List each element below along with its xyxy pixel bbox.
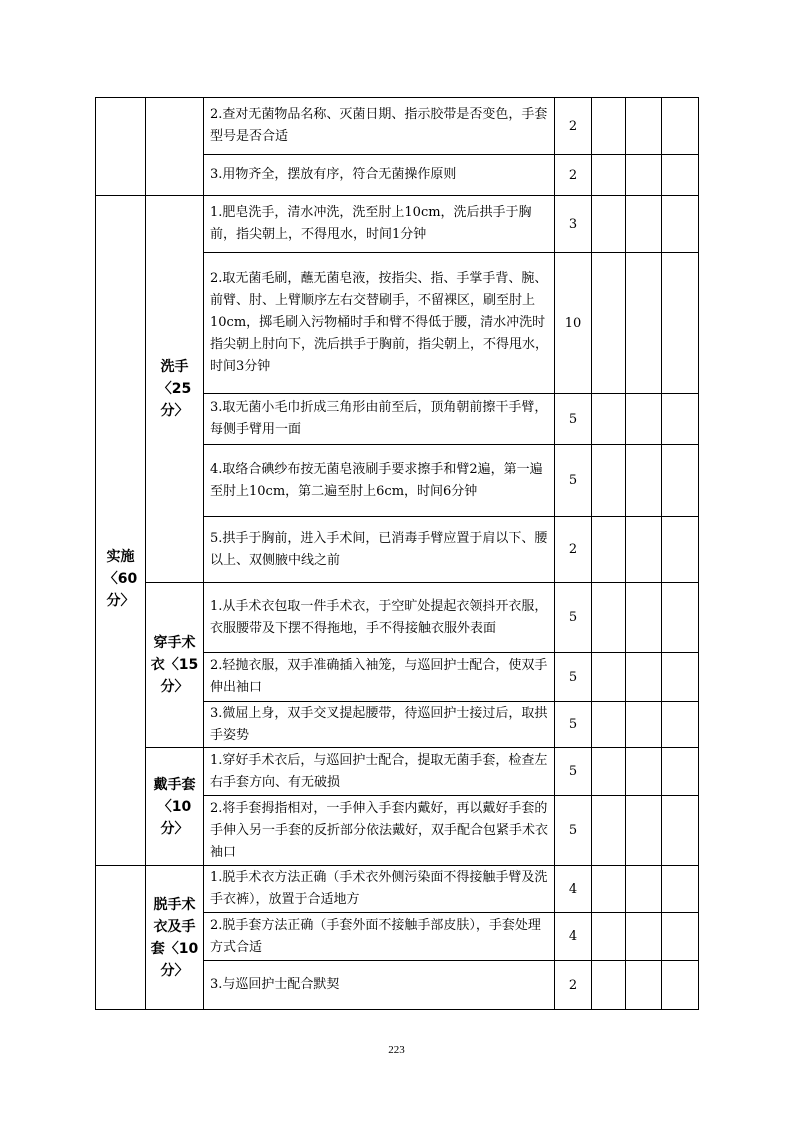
item-content: 3.微屈上身，双手交叉提起腰带，待巡回护士接过后，取拱手姿势	[204, 702, 555, 748]
scoring-table	[95, 97, 699, 1010]
blank-cell	[592, 253, 626, 394]
subsection-cell	[146, 748, 204, 866]
blank-cell	[662, 866, 699, 913]
blank-cell	[662, 748, 699, 796]
item-score: 5	[555, 653, 592, 702]
blank-cell	[662, 913, 699, 961]
blank-cell	[592, 196, 626, 253]
item-content: 1.穿好手术衣后，与巡回护士配合，提取无菌手套，检查左右手套方向、有无破损	[204, 748, 555, 796]
blank-cell	[662, 653, 699, 702]
blank-cell	[626, 796, 662, 866]
blank-cell	[626, 961, 662, 1010]
blank-cell	[662, 517, 699, 583]
item-score: 5	[555, 394, 592, 445]
item-score: 5	[555, 748, 592, 796]
item-content: 4.取络合碘纱布按无菌皂液刷手要求擦手和臂2遍，第一遍至肘上10cm，第二遍至肘上6cm，时间6分钟	[204, 445, 555, 517]
table-row	[96, 866, 699, 913]
subsection-label: 洗手〈25分〉	[157, 359, 192, 419]
blank-cell	[662, 253, 699, 394]
blank-cell	[592, 866, 626, 913]
subsection-cell	[146, 583, 204, 748]
blank-cell	[592, 796, 626, 866]
blank-cell	[626, 748, 662, 796]
item-score: 2	[555, 961, 592, 1010]
blank-cell	[626, 253, 662, 394]
table-row	[96, 98, 699, 155]
blank-cell	[662, 445, 699, 517]
item-content: 3.用物齐全，摆放有序，符合无菌操作原则	[204, 155, 555, 196]
section-cell	[96, 196, 146, 866]
blank-cell	[626, 866, 662, 913]
subsection-label: 戴手套〈10分〉	[153, 776, 196, 837]
subsection-label: 穿手术衣〈15分〉	[150, 635, 199, 695]
item-content: 1.从手术衣包取一件手术衣，于空旷处提起衣领抖开衣服，衣服腰带及下摆不得拖地，手不得接触衣服外表面	[204, 583, 555, 653]
blank-cell	[592, 913, 626, 961]
section-cell	[96, 866, 146, 1010]
blank-cell	[592, 445, 626, 517]
blank-cell	[592, 155, 626, 196]
item-content: 3.与巡回护士配合默契	[204, 961, 555, 1010]
item-content: 2.轻抛衣服，双手准确插入袖笼，与巡回护士配合，使双手伸出袖口	[204, 653, 555, 702]
blank-cell	[626, 702, 662, 748]
section-cell	[96, 98, 146, 196]
item-score: 2	[555, 155, 592, 196]
subsection-cell	[146, 196, 204, 583]
item-score: 4	[555, 913, 592, 961]
table-row	[96, 196, 699, 253]
item-content: 1.肥皂洗手，清水冲洗，洗至肘上10cm，洗后拱手于胸前，指尖朝上，不得甩水，时间1分钟	[204, 196, 555, 253]
blank-cell	[626, 155, 662, 196]
blank-cell	[626, 98, 662, 155]
blank-cell	[592, 394, 626, 445]
blank-cell	[626, 196, 662, 253]
item-score: 4	[555, 866, 592, 913]
blank-cell	[592, 961, 626, 1010]
blank-cell	[662, 702, 699, 748]
blank-cell	[626, 583, 662, 653]
table-row	[96, 748, 699, 796]
subsection-cell	[146, 866, 204, 1010]
blank-cell	[662, 394, 699, 445]
item-content: 2.脱手套方法正确（手套外面不接触手部皮肤），手套处理方式合适	[204, 913, 555, 961]
item-content: 5.拱手于胸前，进入手术间，已消毒手臂应置于肩以下、腰以上、双侧腋中线之前	[204, 517, 555, 583]
subsection-cell	[146, 98, 204, 196]
blank-cell	[592, 98, 626, 155]
table-row	[96, 583, 699, 653]
item-score: 3	[555, 196, 592, 253]
section-label: 实施〈60分〉	[103, 549, 138, 609]
blank-cell	[662, 196, 699, 253]
blank-cell	[592, 653, 626, 702]
item-score: 5	[555, 702, 592, 748]
blank-cell	[626, 517, 662, 583]
blank-cell	[626, 445, 662, 517]
item-score: 5	[555, 583, 592, 653]
blank-cell	[626, 653, 662, 702]
page-number: 223	[388, 1044, 405, 1056]
blank-cell	[662, 583, 699, 653]
item-score: 5	[555, 445, 592, 517]
blank-cell	[592, 748, 626, 796]
blank-cell	[626, 394, 662, 445]
item-score: 2	[555, 98, 592, 155]
item-content: 2.查对无菌物品名称、灭菌日期、指示胶带是否变色，手套型号是否合适	[204, 98, 555, 155]
blank-cell	[662, 98, 699, 155]
blank-cell	[662, 961, 699, 1010]
blank-cell	[662, 155, 699, 196]
item-content: 2.取无菌毛刷，蘸无菌皂液，按指尖、指、手掌手背、腕、前臂、肘、上臂顺序左右交替刷手，不留裸区，刷至肘上10cm，掷毛刷入污物桶时手和臂不得低于腰，清水冲洗时指尖朝上肘向下，洗后拱手于胸前，指尖朝上，不得甩水，时间3分钟	[204, 253, 555, 394]
blank-cell	[592, 517, 626, 583]
item-content: 1.脱手术衣方法正确（手术衣外侧污染面不得接触手臂及洗手衣裤），放置于合适地方	[204, 866, 555, 913]
item-score: 10	[555, 253, 592, 394]
blank-cell	[592, 702, 626, 748]
blank-cell	[662, 796, 699, 866]
item-content: 2.将手套拇指相对，一手伸入手套内戴好，再以戴好手套的手伸入另一手套的反折部分依法戴好，双手配合包紧手术衣袖口	[204, 796, 555, 866]
blank-cell	[592, 583, 626, 653]
item-score: 2	[555, 517, 592, 583]
item-content: 3.取无菌小毛巾折成三角形由前至后，顶角朝前擦干手臂，每侧手臂用一面	[204, 394, 555, 445]
item-score: 5	[555, 796, 592, 866]
subsection-label: 脱手术衣及手套〈10分〉	[150, 896, 199, 979]
blank-cell	[626, 913, 662, 961]
